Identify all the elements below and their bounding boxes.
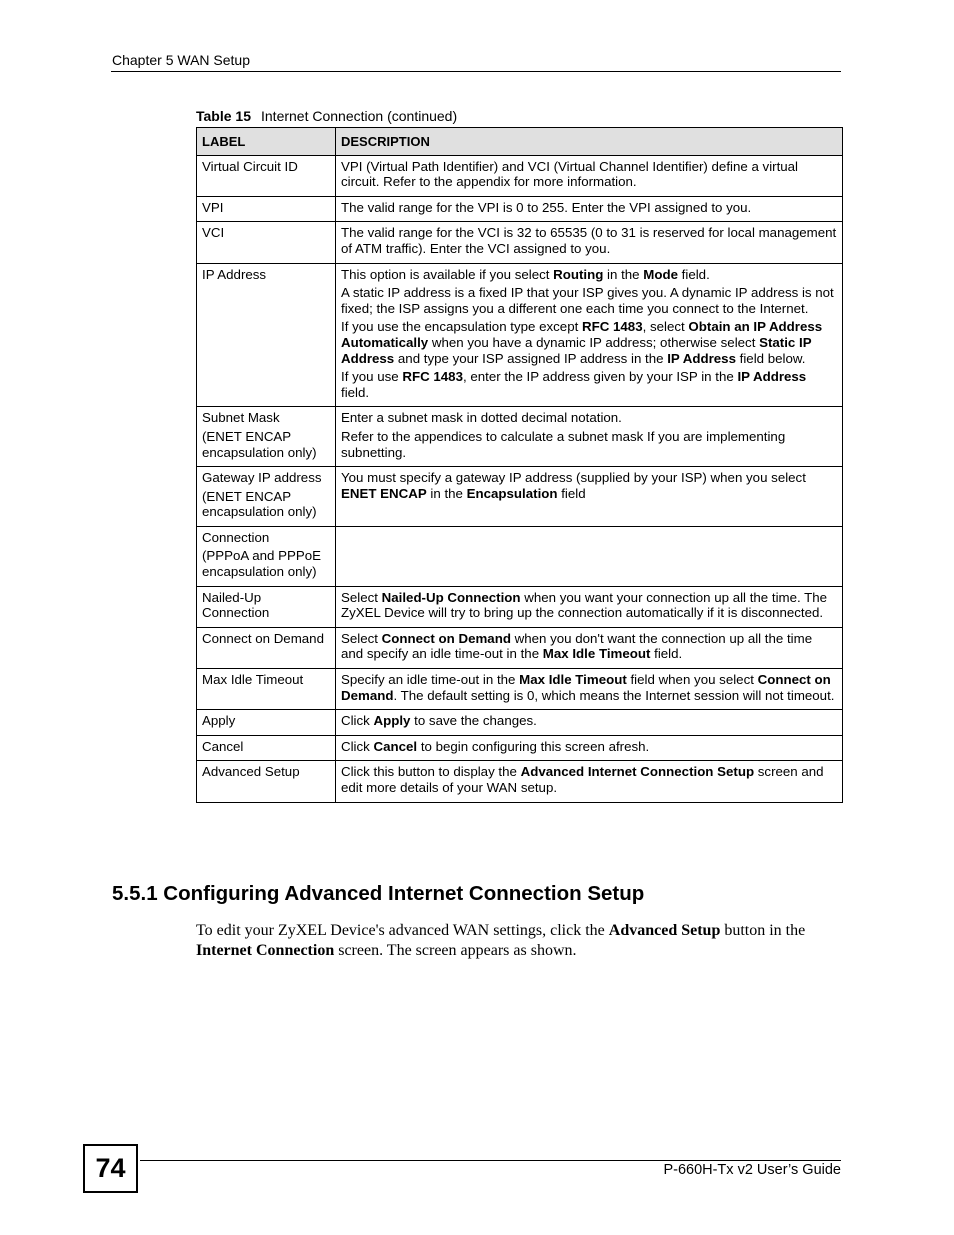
- row-label-cell: [197, 155, 336, 196]
- table-row: [197, 586, 843, 627]
- section-body-text: [196, 921, 836, 961]
- row-label-cell: [197, 669, 336, 710]
- description-paragraph: [341, 319, 837, 366]
- bold-term: Encapsulation: [466, 485, 558, 501]
- text-run: field when you select: [626, 672, 758, 688]
- header-divider: [111, 71, 841, 72]
- text-run: Select: [341, 630, 382, 646]
- bold-term: RFC 1483: [581, 319, 643, 335]
- text-run: You must specify a gateway IP address (supplied by your ISP) when you select: [341, 470, 806, 486]
- bold-term: Internet Connection: [196, 942, 335, 959]
- bold-term: Apply: [373, 713, 411, 729]
- row-description-cell: [336, 627, 843, 668]
- column-header-label: LABEL: [197, 128, 336, 156]
- row-label: Cancel: [202, 738, 244, 754]
- description-paragraph: [341, 267, 837, 283]
- row-label: Advanced Setup: [202, 764, 300, 780]
- table-row: [197, 710, 843, 736]
- text-run: To edit your ZyXEL Device's advanced WAN settings, click the: [196, 922, 609, 939]
- text-run: , enter the IP address given by your ISP in the: [462, 369, 738, 385]
- row-label-cell: [197, 586, 336, 627]
- row-label-cell: [197, 263, 336, 407]
- text-run: field below.: [735, 350, 806, 366]
- bold-term: Max Idle Timeout: [542, 646, 651, 662]
- row-label: Max Idle Timeout: [202, 672, 304, 688]
- table-header-row: [197, 128, 843, 156]
- description-paragraph: [341, 159, 837, 190]
- row-description-cell: [336, 196, 843, 222]
- row-label: (ENET ENCAP encapsulation only): [202, 428, 317, 460]
- text-run: Refer to the appendices to calculate a subnet mask If you are implementing subnetting.: [341, 428, 786, 460]
- table-row: [197, 627, 843, 668]
- table-caption-title: Internet Connection (continued): [261, 108, 458, 124]
- bold-term: Mode: [643, 266, 678, 282]
- row-description-cell: [336, 526, 843, 586]
- column-header-description: DESCRIPTION: [336, 128, 843, 156]
- guide-title: P-660H-Tx v2 User’s Guide: [663, 1162, 841, 1178]
- row-description-cell: [336, 222, 843, 263]
- bold-term: Connect on Demand: [341, 672, 831, 703]
- text-run: when you want your connection up all the time. The ZyXEL Device will try to bring up the connection automatically if it is disconnected.: [341, 589, 828, 621]
- row-label: Nailed-Up Connection: [202, 589, 270, 621]
- text-run: , select: [642, 319, 689, 335]
- table-caption: [196, 108, 457, 124]
- row-label: VCI: [202, 225, 225, 241]
- description-paragraph: [341, 739, 837, 755]
- bold-term: Cancel: [373, 738, 418, 754]
- text-run: The valid range for the VPI is 0 to 255. Enter the VPI assigned to you.: [341, 199, 752, 215]
- table-body: [197, 155, 843, 802]
- bold-term: Obtain an IP Address Automatically: [341, 319, 823, 350]
- row-description-cell: [336, 761, 843, 802]
- text-run: VPI (Virtual Path Identifier) and VCI (Virtual Channel Identifier) define a virtual circuit. Refer to the appendix for more information.: [341, 158, 799, 190]
- row-label-cell: [197, 526, 336, 586]
- text-run: field.: [341, 384, 370, 400]
- chapter-header: Chapter 5 WAN Setup: [112, 52, 250, 68]
- text-run: Click: [341, 738, 374, 754]
- row-label: Apply: [202, 713, 236, 729]
- bold-term: Advanced Setup: [608, 922, 721, 939]
- text-run: If you use: [341, 369, 403, 385]
- row-description-cell: [336, 735, 843, 761]
- text-run: Specify an idle time-out in the: [341, 672, 520, 688]
- row-label-cell: [197, 735, 336, 761]
- text-run: This option is available if you select: [341, 266, 554, 282]
- text-run: screen and edit more details of your WAN setup.: [341, 764, 824, 795]
- bold-term: IP Address: [667, 350, 736, 366]
- bold-term: ENET ENCAP: [341, 485, 427, 501]
- row-label-cell: [197, 627, 336, 668]
- table-row: [197, 263, 843, 407]
- text-run: Enter a subnet mask in dotted decimal notation.: [341, 410, 622, 426]
- text-run: in the: [603, 266, 644, 282]
- row-description-cell: [336, 263, 843, 407]
- row-label: Virtual Circuit ID: [202, 158, 298, 174]
- row-label: Gateway IP address: [202, 470, 322, 486]
- table-row: [197, 467, 843, 527]
- row-label-cell: [197, 407, 336, 467]
- bold-term: Nailed-Up Connection: [381, 589, 521, 605]
- text-run: field.: [650, 646, 683, 662]
- row-description-cell: [336, 669, 843, 710]
- row-label: IP Address: [202, 266, 267, 282]
- description-paragraph: [341, 429, 837, 460]
- bold-term: IP Address: [737, 369, 807, 385]
- description-paragraph: [341, 672, 837, 703]
- text-run: The valid range for the VCI is 32 to 65535 (0 to 31 is reserved for local management of ATM traffic). Enter the VCI assigned to you.: [341, 225, 837, 256]
- row-label: VPI: [202, 199, 224, 215]
- section-heading: 5.5.1 Configuring Advanced Internet Connection Setup: [112, 882, 645, 905]
- table-row: [197, 407, 843, 467]
- row-label: Connect on Demand: [202, 630, 324, 646]
- row-label-cell: [197, 222, 336, 263]
- table-row: [197, 155, 843, 196]
- table-row: [197, 761, 843, 802]
- description-paragraph: [341, 369, 837, 400]
- row-label: Connection: [202, 529, 270, 545]
- text-run: and type your ISP assigned IP address in the: [394, 350, 668, 366]
- table-row: [197, 222, 843, 263]
- row-description-cell: [336, 586, 843, 627]
- text-run: Select: [341, 589, 382, 605]
- description-paragraph: [341, 713, 837, 729]
- table-row: [197, 526, 843, 586]
- footer-divider: [140, 1160, 841, 1161]
- bold-term: Static IP Address: [341, 334, 812, 366]
- row-description-cell: [336, 710, 843, 736]
- text-run: to save the changes.: [410, 713, 537, 729]
- text-run: . The default setting is 0, which means the Internet session will not timeout.: [393, 687, 835, 703]
- text-run: Click: [341, 713, 374, 729]
- page-number: 74: [83, 1144, 138, 1193]
- bold-term: RFC 1483: [402, 369, 463, 385]
- table-row: [197, 735, 843, 761]
- text-run: field.: [677, 266, 710, 282]
- row-label-cell: [197, 467, 336, 527]
- bold-term: Max Idle Timeout: [519, 672, 627, 688]
- description-paragraph: [341, 631, 837, 662]
- text-run: when you have a dynamic IP address; otherwise select: [428, 334, 760, 350]
- table-caption-number: Table 15: [196, 108, 251, 124]
- description-paragraph: [341, 764, 837, 795]
- text-run: Click this button to display the: [341, 764, 521, 780]
- text-run: field: [557, 485, 586, 501]
- description-paragraph: [341, 590, 837, 621]
- bold-term: Routing: [553, 266, 604, 282]
- description-table: [196, 127, 843, 803]
- description-paragraph: [341, 200, 837, 216]
- text-run: If you use the encapsulation type except: [341, 319, 582, 335]
- text-run: to begin configuring this screen afresh.: [417, 738, 650, 754]
- row-label: (PPPoA and PPPoE encapsulation only): [202, 548, 322, 580]
- description-paragraph: [341, 285, 837, 316]
- description-paragraph: [341, 470, 837, 501]
- table-row: [197, 196, 843, 222]
- row-label-cell: [197, 196, 336, 222]
- text-run: in the: [426, 485, 467, 501]
- bold-term: Connect on Demand: [381, 630, 511, 646]
- row-description-cell: [336, 155, 843, 196]
- text-run: A static IP address is a fixed IP that your ISP gives you. A dynamic IP address is not fixed; the ISP assigns you a different one each time you connect to the Internet.: [341, 285, 834, 316]
- row-label-cell: [197, 710, 336, 736]
- table-row: [197, 669, 843, 710]
- row-description-cell: [336, 467, 843, 527]
- row-description-cell: [336, 407, 843, 467]
- text-run: screen. The screen appears as shown.: [334, 942, 577, 959]
- bold-term: Advanced Internet Connection Setup: [520, 764, 755, 780]
- row-label: Subnet Mask: [202, 410, 280, 426]
- text-run: button in the: [720, 922, 806, 939]
- row-label: (ENET ENCAP encapsulation only): [202, 488, 317, 520]
- text-run: when you don't want the connection up all the time and specify an idle time-out in the: [341, 630, 813, 662]
- row-label-cell: [197, 761, 336, 802]
- description-paragraph: [341, 410, 837, 426]
- description-paragraph: [341, 225, 837, 256]
